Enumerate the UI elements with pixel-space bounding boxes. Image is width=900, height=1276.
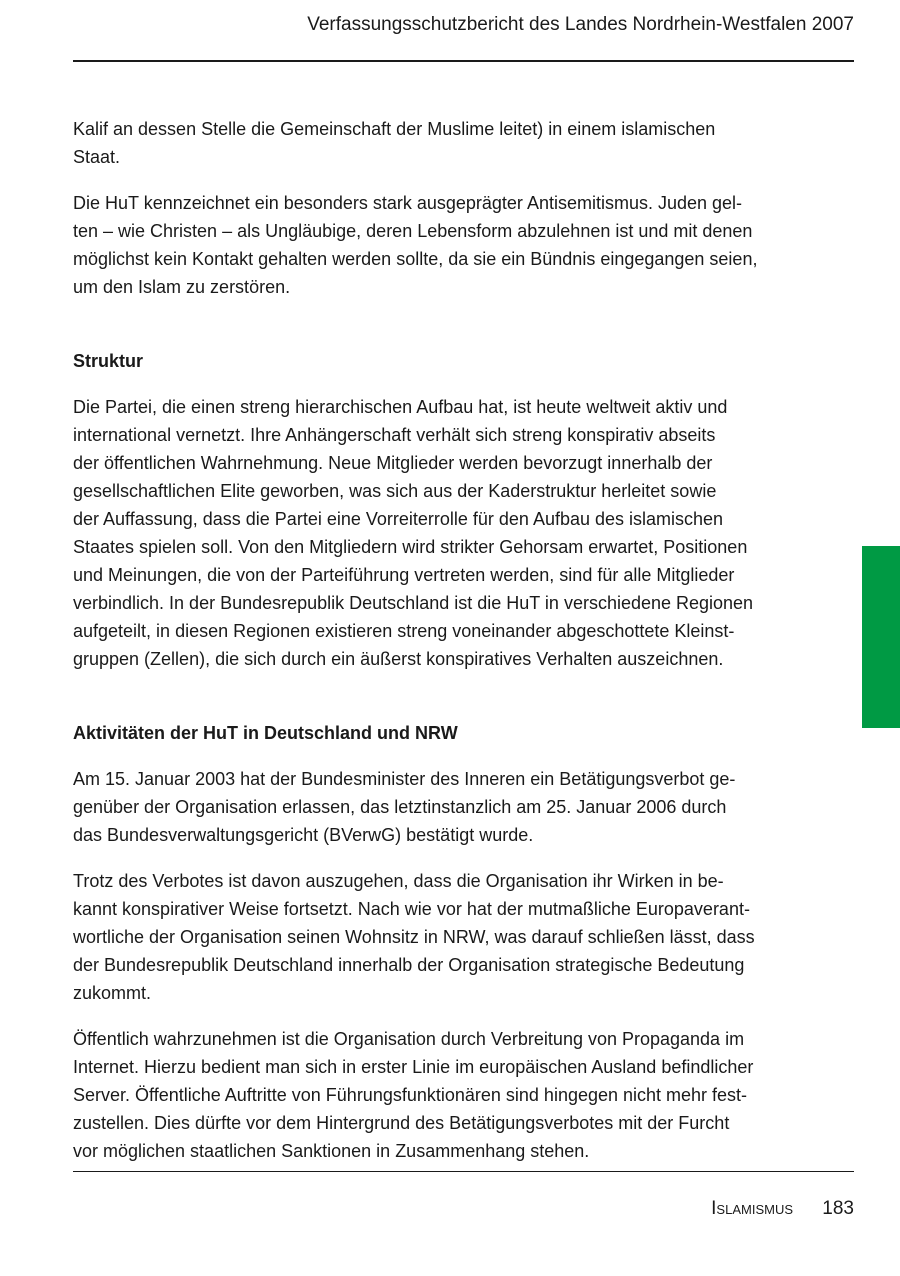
text-line: Am 15. Januar 2003 hat der Bundesminister des Inneren ein Betätigungsverbot ge- [73,769,736,789]
section-heading-aktivitaeten: Aktivitäten der HuT in Deutschland und NRW [73,723,458,743]
text-line: international vernetzt. Ihre Anhängerschaft verhält sich streng konspirativ abseits [73,425,716,445]
text-line: und Meinungen, die von der Parteiführung vertreten werden, sind für alle Mitglieder [73,565,735,585]
text-line: Server. Öffentliche Auftritte von Führungsfunktionären sind hingegen nicht mehr fest- [73,1085,748,1105]
text-line: Die HuT kennzeichnet ein besonders stark ausgeprägter Antisemitismus. Juden gel- [73,193,743,213]
text-line: Internet. Hierzu bedient man sich in erster Linie im europäischen Ausland befindlicher [73,1057,754,1077]
running-header: Verfassungsschutzbericht des Landes Nordrhein-Westfalen 2007 [307,14,854,35]
text-line: Die Partei, die einen streng hierarchischen Aufbau hat, ist heute weltweit aktiv und [73,397,728,417]
paragraph [73,765,818,849]
text-line: zukommt. [73,983,152,1003]
text-line: um den Islam zu zerstören. [73,277,291,297]
text-line: der Bundesrepublik Deutschland innerhalb der Organisation strategische Bedeutung [73,955,745,975]
footer-divider [73,1171,854,1172]
text-line: möglichst kein Kontakt gehalten werden sollte, da sie ein Bündnis eingegangen seien, [73,249,758,269]
text-line: zustellen. Dies dürfte vor dem Hintergrund des Betätigungsverbotes mit der Furcht [73,1113,730,1133]
text-line: Kalif an dessen Stelle die Gemeinschaft der Muslime leitet) in einem islamischen [73,119,716,139]
paragraph [73,189,818,301]
text-line: genüber der Organisation erlassen, das letztinstanzlich am 25. Januar 2006 durch [73,797,727,817]
text-line: aufgeteilt, in diesen Regionen existieren streng voneinander abgeschottete Kleinst- [73,621,735,641]
text-line: Staates spielen soll. Von den Mitgliedern wird strikter Gehorsam erwartet, Positionen [73,537,748,557]
paragraph [73,393,818,673]
text-line: Trotz des Verbotes ist davon auszugehen, dass die Organisation ihr Wirken in be- [73,871,724,891]
paragraph [73,1025,818,1165]
page-body [73,115,818,1183]
footer-section-name: Islamismus [711,1198,794,1219]
text-line: verbindlich. In der Bundesrepublik Deutschland ist die HuT in verschiedene Regionen [73,593,754,613]
text-line: kannt konspirativer Weise fortsetzt. Nach wie vor hat der mutmaßliche Europaverant- [73,899,750,919]
section-heading-struktur: Struktur [73,351,144,371]
text-line: vor möglichen staatlichen Sanktionen in Zusammenhang stehen. [73,1141,590,1161]
paragraph [73,115,818,171]
text-line: gruppen (Zellen), die sich durch ein äußerst konspiratives Verhalten auszeichnen. [73,649,724,669]
text-line: gesellschaftlichen Elite geworben, was sich aus der Kaderstruktur herleitet sowie [73,481,717,501]
text-line: Staat. [73,147,121,167]
page-footer [711,1196,854,1222]
page-number: 183 [822,1198,854,1219]
paragraph [73,867,818,1007]
text-line: der Auffassung, dass die Partei eine Vorreiterrolle für den Aufbau des islamischen [73,509,724,529]
chapter-tab-marker [862,546,900,728]
header-divider [73,60,854,62]
text-line: wortliche der Organisation seinen Wohnsitz in NRW, was darauf schließen lässt, dass [73,927,755,947]
text-line: ten – wie Christen – als Ungläubige, deren Lebensform abzulehnen ist und mit denen [73,221,753,241]
text-line: Öffentlich wahrzunehmen ist die Organisation durch Verbreitung von Propaganda im [73,1029,745,1049]
text-line: das Bundesverwaltungsgericht (BVerwG) bestätigt wurde. [73,825,534,845]
text-line: der öffentlichen Wahrnehmung. Neue Mitglieder werden bevorzugt innerhalb der [73,453,713,473]
